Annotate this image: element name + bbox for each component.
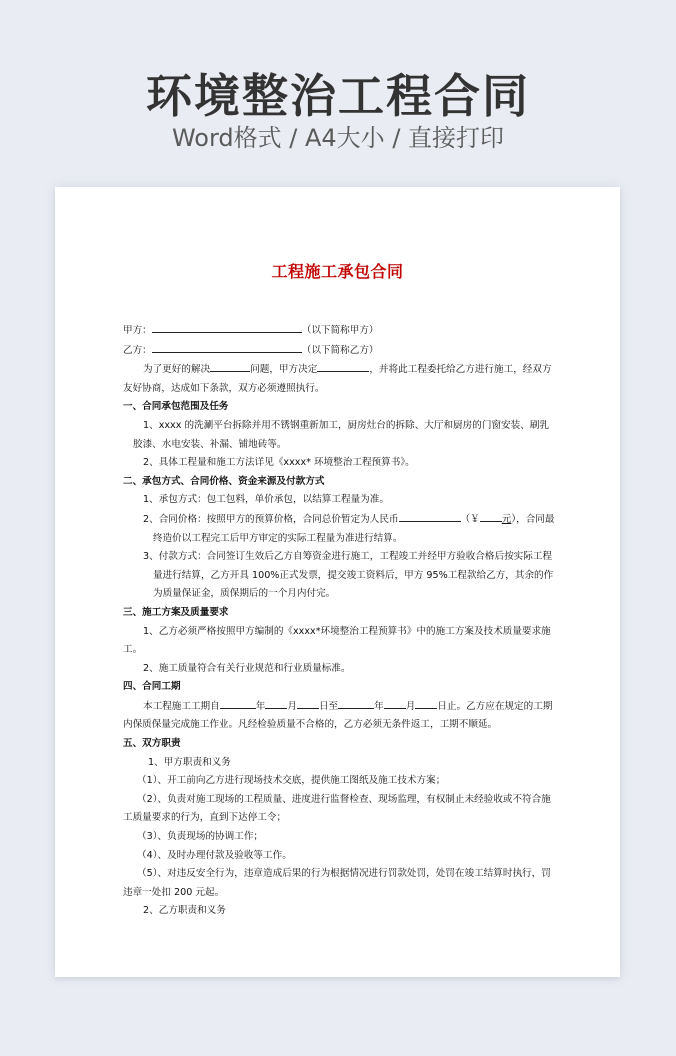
party-a-suffix: （以下简称甲方） xyxy=(301,325,379,336)
period-start-text: 本工程施工工期自 xyxy=(143,700,220,712)
section-2-item-2 xyxy=(123,510,555,548)
section-3-heading: 三、施工方案及质量要求 xyxy=(123,606,229,618)
price-yen: （￥ xyxy=(460,513,480,525)
preamble xyxy=(123,360,555,398)
month-label: 月 xyxy=(287,700,297,712)
section-5-item: （3）、负责现场的协调工作； xyxy=(137,831,264,843)
section-2-item-1: 1、承包方式：包工包料，单价承包，以结算工程量为准。 xyxy=(143,494,389,506)
start-month-blank[interactable] xyxy=(265,697,287,709)
section-3-item-1: 1、乙方必须严格按照甲方编制的《xxxx*环境整治工程预算书》中的施工方案及技术质量要求施工。 xyxy=(123,625,551,656)
issue-blank[interactable] xyxy=(210,360,250,372)
period-end-text: 乙方应在规定的工期内保质保量完成施工作业。凡经检验质量不合格的，乙方必须无条件返工，工期不顺延。 xyxy=(123,700,553,731)
party-b-label: 乙方： xyxy=(123,344,152,356)
party-b-blank[interactable] xyxy=(152,341,302,353)
price-text: 2、合同价格：按照甲方的预算价格，合同总价暂定为人民币 xyxy=(143,513,399,525)
section-4-heading: 四、合同工期 xyxy=(123,681,181,693)
document-page xyxy=(55,187,620,977)
hero-title: 环境整治工程合同 xyxy=(146,69,530,123)
start-day-blank[interactable] xyxy=(297,697,319,709)
section-5-item: （5）、对违反安全行为，违章造成后果的行为根据情况进行罚款处罚，处罚在竣工结算时执行，罚违章一处扣 200 元起。 xyxy=(123,868,551,898)
section-5-sub-1: 1、甲方职责和义务 xyxy=(148,756,231,768)
section-5-sub-2: 2、乙方职责和义务 xyxy=(143,905,226,917)
section-2-heading: 二、承包方式、合同价格、资金来源及付款方式 xyxy=(123,475,325,487)
section-1-heading: 一、合同承包范围及任务 xyxy=(123,401,229,413)
start-year-blank[interactable] xyxy=(220,697,256,709)
price-text-end: ），合同最终造价以工程完工后甲方审定的实际工程量为准进行结算。 xyxy=(153,513,555,544)
preamble-text-2: 问题，甲方决定 xyxy=(250,364,318,376)
document-body xyxy=(123,321,555,921)
party-a-label: 甲方： xyxy=(123,325,152,336)
party-b-suffix: （以下简称乙方） xyxy=(301,344,379,356)
price-unit: 元 xyxy=(501,513,512,525)
hero-subtitle: Word格式 / A4大小 / 直接打印 xyxy=(171,124,505,152)
day-to-label: 日至 xyxy=(318,700,339,712)
section-5-item: （4）、及时办理付款及验收等工作。 xyxy=(137,849,292,861)
preamble-text-3: ，并将此工程委托给乙方进行施工，经双方友好协商，达成如下条款，双方必须遵照执行。 xyxy=(123,364,552,394)
section-1-item-2: 2、具体工程量和施工方法详见《xxxx* 环境整治工程预算书》。 xyxy=(143,457,415,469)
yen-blank[interactable] xyxy=(480,510,502,522)
year-label: 年 xyxy=(374,700,384,712)
section-4-period xyxy=(123,697,555,735)
day-end-label: 日止。 xyxy=(437,700,467,712)
section-1-item-1: 1、xxxx 的洗涮平台拆除并用不锈钢重新加工，厨房灶台的拆除、大厅和厨房的门窗安装、刷乳胶漆、水电安装、补漏、铺地砖等。 xyxy=(133,419,550,450)
year-label: 年 xyxy=(255,700,266,712)
month-label: 月 xyxy=(405,700,416,712)
section-2-item-3: 3、付款方式：合同签订生效后乙方自筹资金进行施工，工程竣工并经甲方验收合格后按实际工程量进行结算，乙方开具 100%正式发票，提交竣工资料后，甲方 95%工程款给乙方，其余的作为质量保证金，质保期后的一个月内付完。 xyxy=(143,551,554,600)
section-5-item: （2）、负责对施工现场的工程质量、进度进行监督检查、现场监理，有权制止未经验收或不符合施工质量要求的行为，直到下达停工令； xyxy=(123,793,551,824)
section-5-heading: 五、双方职责 xyxy=(123,738,181,750)
section-5-item: （1）、开工前向乙方进行现场技术交底，提供施工图纸及施工技术方案； xyxy=(137,775,446,787)
end-day-blank[interactable] xyxy=(415,697,437,709)
party-b-line xyxy=(123,341,555,361)
party-a-blank[interactable] xyxy=(152,321,302,333)
document-title: 工程施工承包合同 xyxy=(271,262,404,281)
party-a-line xyxy=(123,321,555,341)
decision-blank[interactable] xyxy=(317,360,369,372)
end-month-blank[interactable] xyxy=(384,697,406,709)
preamble-text-1: 为了更好的解决 xyxy=(143,364,211,376)
end-year-blank[interactable] xyxy=(338,697,374,709)
price-blank[interactable] xyxy=(399,510,461,522)
section-3-item-2: 2、施工质量符合有关行业规范和行业质量标准。 xyxy=(143,662,351,674)
